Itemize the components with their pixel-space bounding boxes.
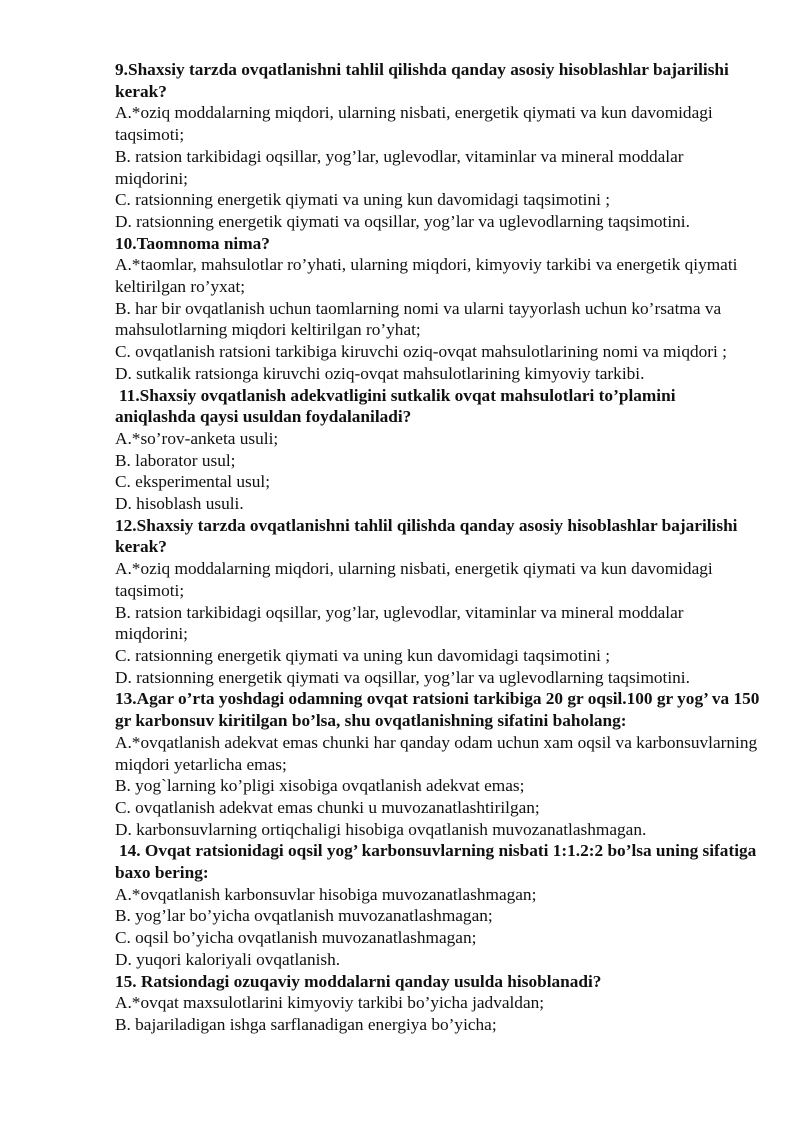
answer-option-b: B. har bir ovqatlanish uchun taomlarning nomi va ularni tayyorlash uchun ko’rsatma va mahsulotlarning miqdori keltirilgan ro’yhat;: [115, 298, 722, 340]
answer-option-d: D. ratsionning energetik qiymati va oqsillar, yog’lar va uglevodlarning taqsimotini.: [115, 211, 690, 231]
answer-option-d: D. yuqori kaloriyali ovqatlanish.: [115, 949, 341, 969]
answer-option-a: A.*so’rov-anketa usuli;: [115, 428, 279, 448]
question-text: 15. Ratsiondagi ozuqaviy moddalarni qanday usulda hisoblanadi?: [115, 971, 602, 991]
answer-option-a: A.*taomlar, mahsulotlar ro’yhati, ularning miqdori, kimyoviy tarkibi va energetik qiymati keltirilgan ro’yxat;: [115, 255, 738, 297]
answer-option-d: D. ratsionning energetik qiymati va oqsillar, yog’lar va uglevodlarning taqsimotini.: [115, 667, 690, 687]
question-text: 9.Shaxsiy tarzda ovqatlanishni tahlil qilishda qanday asosiy hisoblashlar bajarilishi kerak?: [115, 60, 729, 101]
question-text: 14. Ovqat ratsionidagi oqsil yog’ karbonsuvlarning nisbati 1:1.2:2 bo’lsa uning sifatiga baxo bering:: [115, 841, 757, 883]
answer-option-b: B. bajariladigan ishga sarflanadigan energiya bo’yicha;: [115, 1014, 497, 1034]
answer-option-d: D. hisoblash usuli.: [115, 494, 244, 514]
question-13: [115, 688, 760, 840]
answer-option-c: C. ratsionning energetik qiymati va uning kun davomidagi taqsimotini ;: [115, 190, 611, 210]
question-11: [115, 385, 760, 515]
answer-option-b: B. laborator usul;: [115, 450, 236, 470]
answer-option-b: B. ratsion tarkibidagi oqsillar, yog’lar, uglevodlar, vitaminlar va mineral moddalar miqdorini;: [115, 146, 684, 188]
question-14: [115, 840, 760, 970]
answer-option-c: C. ratsionning energetik qiymati va uning kun davomidagi taqsimotini ;: [115, 645, 611, 665]
answer-option-d: D. karbonsuvlarning ortiqchaligi hisobiga ovqatlanish muvozanatlashmagan.: [115, 819, 647, 839]
answer-option-c: C. oqsil bo’yicha ovqatlanish muvozanatlashmagan;: [115, 928, 477, 948]
answer-option-c: C. ovqatlanish ratsioni tarkibiga kiruvchi oziq-ovqat mahsulotlarining nomi va miqdori ;: [115, 342, 727, 362]
answer-option-c: C. eksperimental usul;: [115, 472, 271, 492]
answer-option-d: D. sutkalik ratsionga kiruvchi oziq-ovqat mahsulotlarining kimyoviy tarkibi.: [115, 363, 645, 383]
question-9: [115, 59, 760, 233]
question-text: 10.Taomnoma nima?: [115, 233, 270, 253]
answer-option-a: A.*ovqatlanish adekvat emas chunki har qanday odam uchun xam oqsil va karbonsuvlarning miqdori yetarlicha emas;: [115, 732, 758, 774]
question-text: 13.Agar o’rta yoshdagi odamning ovqat ratsioni tarkibiga 20 gr oqsil.100 gr yog’ va 150 gr karbonsuv kiritilgan bo’lsa, shu ovqatlanishning sifatini baholang:: [115, 689, 760, 731]
question-text: 11.Shaxsiy ovqatlanish adekvatligini sutkalik ovqat mahsulotlari to’plamini aniqlashda qaysi usuldan foydalaniladi?: [115, 385, 676, 427]
question-10: [115, 233, 760, 385]
answer-option-a: A.*oziq moddalarning miqdori, ularning nisbati, energetik qiymati va kun davomidagi taqsimoti;: [115, 103, 713, 145]
question-text: 12.Shaxsiy tarzda ovqatlanishni tahlil qilishda qanday asosiy hisoblashlar bajarilishi kerak?: [115, 515, 738, 557]
answer-option-b: B. yog’lar bo’yicha ovqatlanish muvozanatlashmagan;: [115, 906, 493, 926]
answer-option-a: A.*ovqat maxsulotlarini kimyoviy tarkibi bo’yicha jadvaldan;: [115, 993, 545, 1013]
question-15: [115, 971, 760, 1036]
answer-option-b: B. ratsion tarkibidagi oqsillar, yog’lar, uglevodlar, vitaminlar va mineral moddalar miqdorini;: [115, 602, 684, 644]
answer-option-a: A.*ovqatlanish karbonsuvlar hisobiga muvozanatlashmagan;: [115, 884, 537, 904]
answer-option-a: A.*oziq moddalarning miqdori, ularning nisbati, energetik qiymati va kun davomidagi taqsimoti;: [115, 559, 713, 600]
answer-option-c: C. ovqatlanish adekvat emas chunki u muvozanatlashtirilgan;: [115, 797, 540, 817]
question-12: [115, 515, 760, 689]
answer-option-b: B. yog`larning ko’pligi xisobiga ovqatlanish adekvat emas;: [115, 776, 525, 796]
